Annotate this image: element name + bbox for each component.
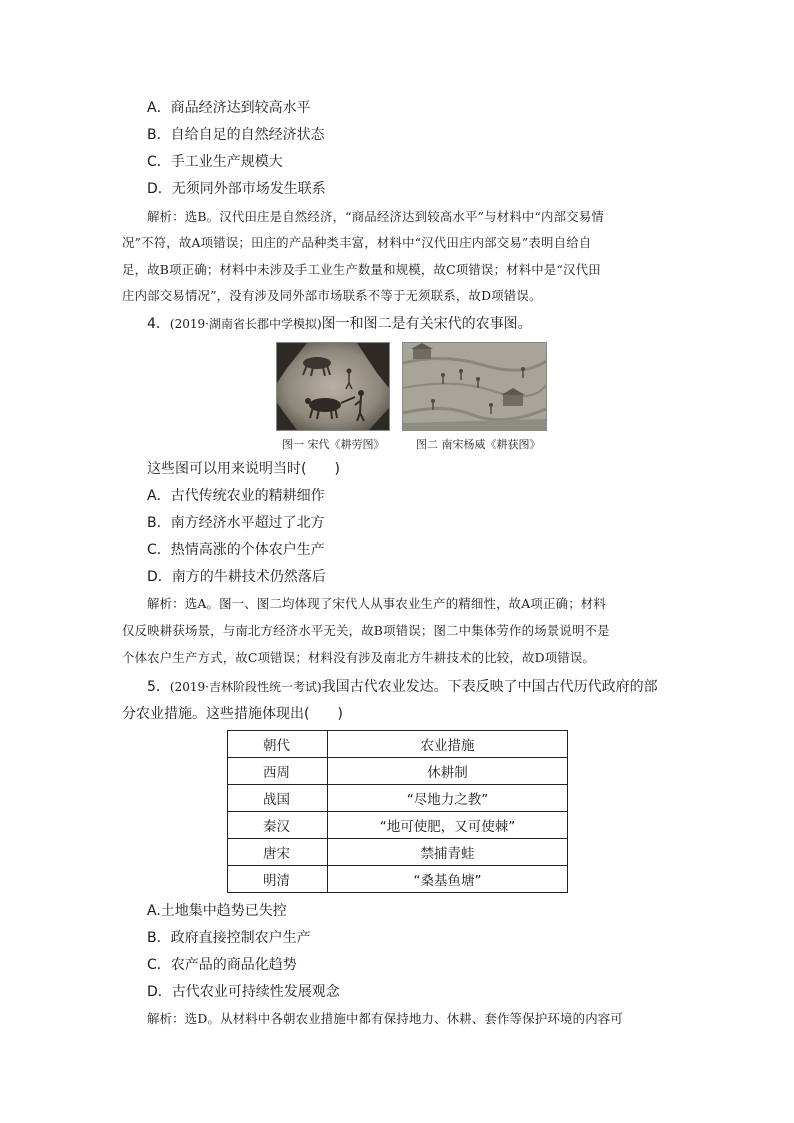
table-cell-measure: “尽地力之教” bbox=[328, 785, 568, 812]
q5-stem-continued: 分农业措施。这些措施体现出( ) bbox=[122, 706, 343, 722]
q5-stem-text: 我国古代农业发达。下表反映了中国古代历代政府的部 bbox=[321, 679, 658, 695]
q5-number: 5． bbox=[147, 679, 170, 695]
table-header-row bbox=[228, 731, 568, 758]
q4-question: 这些图可以用来说明当时( ) bbox=[147, 461, 340, 477]
table-row bbox=[228, 866, 568, 893]
figure-2-harvest-image bbox=[402, 342, 547, 431]
q5-option-a: A.土地集中趋势已失控 bbox=[147, 903, 287, 919]
table-cell-dynasty: 西周 bbox=[228, 758, 328, 785]
q5-stem bbox=[147, 676, 658, 696]
table-cell-dynasty: 秦汉 bbox=[228, 812, 328, 839]
q4-option-a: A．古代传统农业的精耕细作 bbox=[147, 488, 325, 504]
table-header-measure: 农业措施 bbox=[328, 731, 568, 758]
q5-option-d: D．古代农业可持续性发展观念 bbox=[147, 984, 340, 1000]
table-row bbox=[228, 812, 568, 839]
q4-option-d: D．南方的牛耕技术仍然落后 bbox=[147, 569, 326, 585]
table-cell-measure: 休耕制 bbox=[328, 758, 568, 785]
table-cell-measure: “桑基鱼塘” bbox=[328, 866, 568, 893]
table-row bbox=[228, 758, 568, 785]
q3-option-c: C．手工业生产规模大 bbox=[147, 154, 283, 170]
figure-1-plowing-image bbox=[276, 342, 390, 431]
q5-option-c: C．农产品的商品化趋势 bbox=[147, 957, 297, 973]
table-row bbox=[228, 839, 568, 866]
q3-analysis-line: 况”不符，故A项错误；田庄的产品种类丰富，材料中“汉代田庄内部交易”表明自给自 bbox=[122, 235, 592, 250]
q3-option-b: B．自给自足的自然经济状态 bbox=[147, 127, 325, 143]
table-cell-dynasty: 唐宋 bbox=[228, 839, 328, 866]
q3-option-a: A．商品经济达到较高水平 bbox=[147, 100, 311, 116]
q4-analysis-line: 解析：选A。图一、图二均体现了宋代人从事农业生产的精细性，故A项正确；材料 bbox=[147, 596, 606, 611]
table-cell-measure: “地可使肥，又可使棘” bbox=[328, 812, 568, 839]
table-row bbox=[228, 785, 568, 812]
q3-analysis-line: 解析：选B。汉代田庄是自然经济，“商品经济达到较高水平”与材料中“内部交易情 bbox=[147, 209, 604, 224]
q4-option-b: B．南方经济水平超过了北方 bbox=[147, 515, 325, 531]
figure-2-caption: 图二 南宋杨威《耕获图》 bbox=[416, 438, 541, 451]
table-cell-dynasty: 战国 bbox=[228, 785, 328, 812]
q4-analysis-line: 仅反映耕获场景，与南北方经济水平无关，故B项错误；图二中集体劳作的场景说明不是 bbox=[122, 623, 610, 638]
q4-stem-text: 图一和图二是有关宋代的农事图。 bbox=[321, 316, 532, 332]
q5-analysis-line: 解析：选D。从材料中各朝农业措施中都有保持地力、休耕、套作等保护环境的内容可 bbox=[147, 1011, 623, 1026]
q3-analysis-line: 庄内部交易情况”，没有涉及同外部市场联系不等于无须联系，故D项错误。 bbox=[122, 288, 542, 303]
agricultural-measures-table bbox=[227, 730, 568, 893]
q5-source: (2019·吉林阶段性统一考试) bbox=[169, 680, 322, 694]
table-cell-measure: 禁捕青蛙 bbox=[328, 839, 568, 866]
q3-analysis-line: 足，故B项正确；材料中未涉及手工业生产数量和规模，故C项错误；材料中是“汉代田 bbox=[122, 262, 601, 277]
q4-analysis-line: 个体农户生产方式，故C项错误；材料没有涉及南北方牛耕技术的比较，故D项错误。 bbox=[122, 650, 596, 665]
figure-1-caption: 图一 宋代《耕劳图》 bbox=[282, 438, 385, 451]
q4-option-c: C．热情高涨的个体农户生产 bbox=[147, 542, 325, 558]
q3-option-d: D．无须同外部市场发生联系 bbox=[147, 181, 326, 197]
table-header-dynasty: 朝代 bbox=[228, 731, 328, 758]
q4-source: (2019·湖南省长郡中学模拟) bbox=[169, 317, 322, 331]
q4-number: 4． bbox=[147, 316, 170, 332]
table-cell-dynasty: 明清 bbox=[228, 866, 328, 893]
q4-stem bbox=[147, 313, 532, 333]
q5-option-b: B．政府直接控制农户生产 bbox=[147, 930, 311, 946]
